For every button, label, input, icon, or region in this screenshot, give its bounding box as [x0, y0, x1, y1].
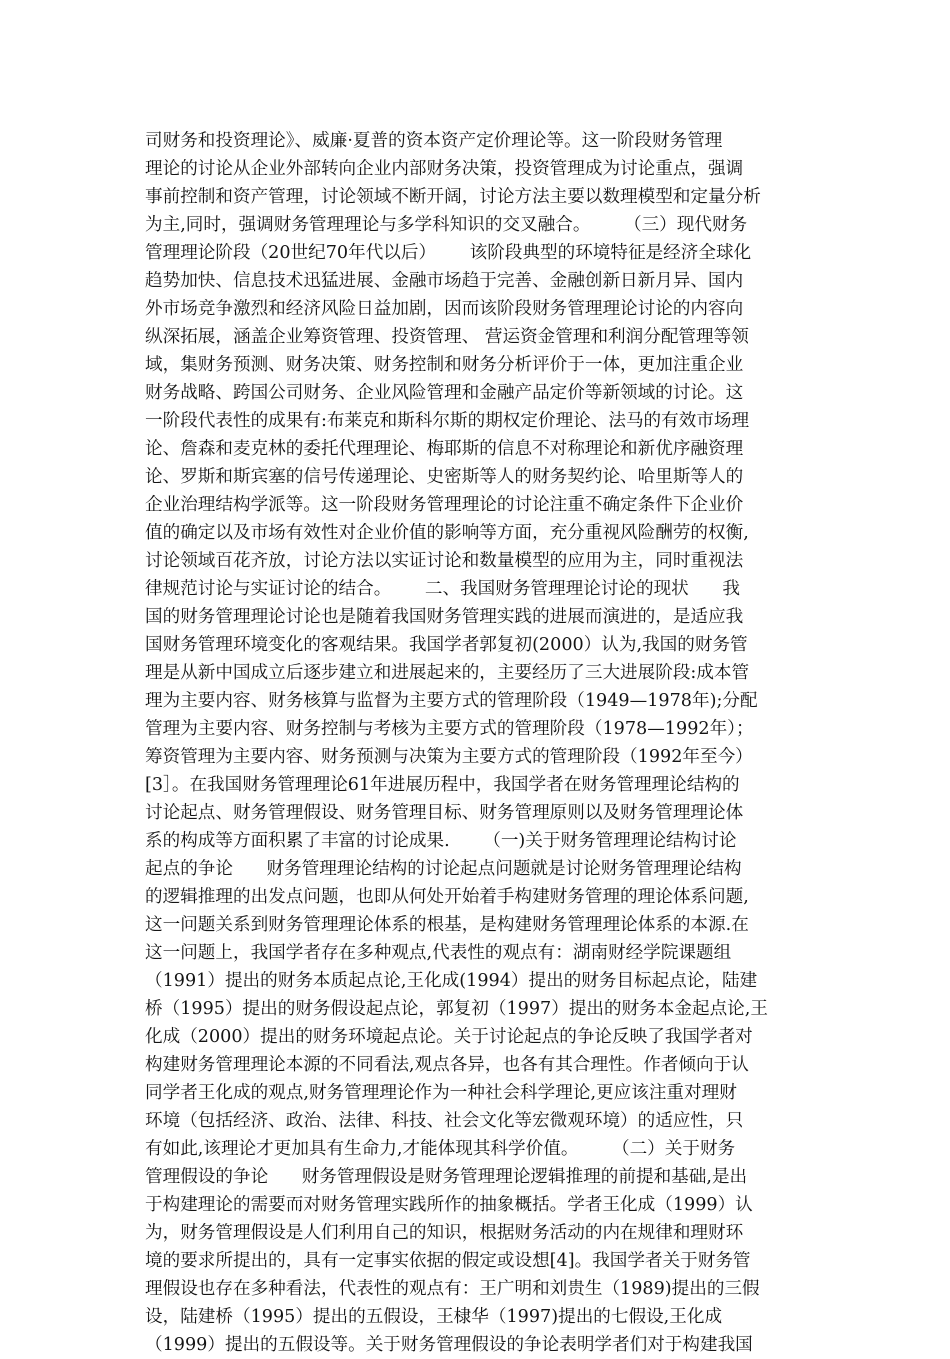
text-line: 理为主要内容、财务核算与监督为主要方式的管理阶段（1949—1978年);分配: [145, 691, 758, 711]
text-line: 讨论领域百花齐放，讨论方法以实证讨论和数量模型的应用为主，同时重视法: [145, 551, 744, 571]
text-line: 国的财务管理理论讨论也是随着我国财务管理实践的进展而演进的，是适应我: [145, 607, 744, 627]
text-line: 管理理论阶段（20世纪70年代以后） 该阶段典型的环境特征是经济全球化: [145, 243, 752, 263]
text-line: 域，集财务预测、财务决策、财务控制和财务分析评价于一体，更加注重企业: [145, 355, 744, 375]
text-line: 这一问题上，我国学者存在多种观点,代表性的观点有：湖南财经学院课题组: [145, 943, 732, 963]
text-line: 纵深拓展，涵盖企业筹资管理、投资管理、 营运资金管理和利润分配管理等领: [145, 327, 749, 347]
text-line: 理是从新中国成立后逐步建立和进展起来的，主要经历了三大进展阶段:成本管: [145, 663, 750, 683]
text-line: 外市场竞争激烈和经济风险日益加剧，因而该阶段财务管理理论讨论的内容向: [145, 299, 744, 319]
text-line: 设，陆建桥（1995）提出的五假设，王棣华（1997)提出的七假设,王化成: [145, 1307, 723, 1327]
text-line: 理假设也存在多种看法，代表性的观点有：王广明和刘贵生（1989)提出的三假: [145, 1279, 760, 1299]
text-line: 管理为主要内容、财务控制与考核为主要方式的管理阶段（1978—1992年）；: [145, 719, 754, 739]
text-line: 为主,同时，强调财务管理理论与多学科知识的交叉融合。 （三）现代财务: [145, 215, 748, 235]
text-line: 理论的讨论从企业外部转向企业内部财务决策，投资管理成为讨论重点，强调: [145, 159, 744, 179]
text-line: 司财务和投资理论》、威廉·夏普的资本资产定价理论等。这一阶段财务管理: [145, 131, 723, 151]
text-line: 企业治理结构学派等。这一阶段财务管理理论的讨论注重不确定条件下企业价: [145, 495, 744, 515]
text-line: 律规范讨论与实证讨论的结合。 二、我国财务管理理论讨论的现状 我: [145, 579, 740, 599]
text-line: 筹资管理为主要内容、财务预测与决策为主要方式的管理阶段（1992年至今）: [145, 747, 753, 767]
text-line: 管理假设的争论 财务管理假设是财务管理理论逻辑推理的前提和基础,是出: [145, 1167, 748, 1187]
text-line: 论、罗斯和斯宾塞的信号传递理论、史密斯等人的财务契约论、哈里斯等人的: [145, 467, 744, 487]
text-line: 这一问题关系到财务管理理论体系的根基，是构建财务管理理论体系的本源.在: [145, 915, 749, 935]
text-line: （1999）提出的五假设等。关于财务管理假设的争论表明学者们对于构建我国: [145, 1335, 753, 1355]
text-line: 系的构成等方面积累了丰富的讨论成果. （一)关于财务管理理论结构讨论: [145, 831, 737, 851]
text-line: 为，财务管理假设是人们利用自己的知识，根据财务活动的内在规律和理财环: [145, 1223, 744, 1243]
text-line: 于构建理论的需要而对财务管理实践所作的抽象概括。学者王化成（1999）认: [145, 1195, 753, 1215]
text-line: 国财务管理环境变化的客观结果。我国学者郭复初(2000）认为,我国的财务管: [145, 635, 748, 655]
body-text: [145, 127, 825, 1359]
text-line: 一阶段代表性的成果有:布莱克和斯科尔斯的期权定价理论、法马的有效市场理: [145, 411, 750, 431]
text-line: （1991）提出的财务本质起点论,王化成(1994）提出的财务目标起点论，陆建: [145, 971, 758, 991]
text-line: [3］。在我国财务管理理论61年进展历程中，我国学者在财务管理理论结构的: [145, 775, 740, 795]
text-line: 起点的争论 财务管理理论结构的讨论起点问题就是讨论财务管理理论结构: [145, 859, 742, 879]
text-line: 论、詹森和麦克林的委托代理理论、梅耶斯的信息不对称理论和新优序融资理: [145, 439, 744, 459]
text-line: 讨论起点、财务管理假设、财务管理目标、财务管理原则以及财务管理理论体: [145, 803, 744, 823]
text-line: 事前控制和资产管理，讨论领域不断开阔，讨论方法主要以数理模型和定量分析: [145, 187, 761, 207]
text-line: 化成（2000）提出的财务环境起点论。关于讨论起点的争论反映了我国学者对: [145, 1027, 753, 1047]
text-line: 趋势加快、信息技术迅猛进展、金融市场趋于完善、金融创新日新月异、国内: [145, 271, 744, 291]
text-line: 有如此,该理论才更加具有生命力,才能体现其科学价值。 （二）关于财务: [145, 1139, 736, 1159]
text-line: 同学者王化成的观点,财务管理理论作为一种社会科学理论,更应该注重对理财: [145, 1083, 737, 1103]
text-line: 桥（1995）提出的财务假设起点论，郭复初（1997）提出的财务本金起点论,王: [145, 999, 768, 1019]
text-line: 财务战略、跨国公司财务、企业风险管理和金融产品定价等新领域的讨论。这: [145, 383, 744, 403]
text-line: 的逻辑推理的出发点问题，也即从何处开始着手构建财务管理的理论体系问题,: [145, 887, 749, 907]
text-line: 环境（包括经济、政治、法律、科技、社会文化等宏微观环境）的适应性，只: [145, 1111, 744, 1131]
text-line: 境的要求所提出的，具有一定事实依据的假定或设想[4]。我国学者关于财务管: [145, 1251, 751, 1271]
text-line: 构建财务管理理论本源的不同看法,观点各异，也各有其合理性。作者倾向于认: [145, 1055, 749, 1075]
text-line: 值的确定以及市场有效性对企业价值的影响等方面，充分重视风险酬劳的权衡,: [145, 523, 749, 543]
